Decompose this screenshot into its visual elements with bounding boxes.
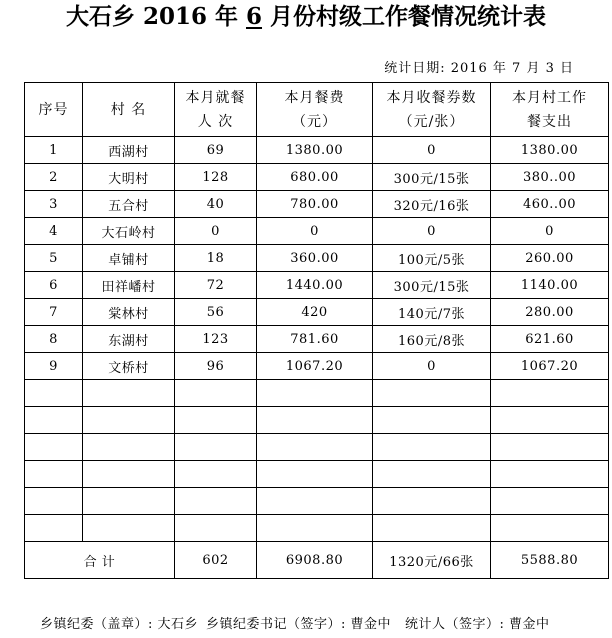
- table-row: [25, 191, 609, 218]
- meal-statistics-table: [24, 82, 609, 579]
- header-row: [25, 83, 609, 137]
- cell-coupons: [373, 515, 491, 542]
- cell-diners: 96: [175, 353, 257, 380]
- cell-coupons: [373, 407, 491, 434]
- cell-diners: [175, 434, 257, 461]
- header-expense: [491, 83, 609, 137]
- total-diners: 602: [175, 542, 257, 579]
- table-row: [25, 272, 609, 299]
- cell-index: 4: [25, 218, 83, 245]
- cell-index: 6: [25, 272, 83, 299]
- table-body: [25, 137, 609, 542]
- statistician-field: 统计人（签字）: 曹金中: [405, 617, 550, 632]
- total-fee: 6908.80: [257, 542, 373, 579]
- title-prefix: 大石乡 2016 年: [65, 3, 246, 30]
- cell-village: 东湖村: [83, 326, 175, 353]
- cell-index: 2: [25, 164, 83, 191]
- cell-index: 3: [25, 191, 83, 218]
- total-expense: 5588.80: [491, 542, 609, 579]
- header-line: 序号: [38, 101, 69, 118]
- cell-village: [83, 380, 175, 407]
- cell-coupons: 300元/15张: [373, 164, 491, 191]
- cell-fee: 0: [257, 218, 373, 245]
- cell-expense: 280.00: [491, 299, 609, 326]
- cell-diners: [175, 515, 257, 542]
- cell-village: 棠林村: [83, 299, 175, 326]
- cell-coupons: 300元/15张: [373, 272, 491, 299]
- header-line: 本月收餐券数: [386, 89, 477, 106]
- cell-expense: [491, 515, 609, 542]
- cell-diners: 18: [175, 245, 257, 272]
- cell-coupons: 160元/8张: [373, 326, 491, 353]
- header-line: 本月村工作: [512, 89, 587, 106]
- total-coupons: 1320元/66张: [373, 542, 491, 579]
- cell-village: 五合村: [83, 191, 175, 218]
- cell-expense: 380..00: [491, 164, 609, 191]
- cell-expense: 1380.00: [491, 137, 609, 164]
- total-row: [25, 542, 609, 579]
- cell-index: [25, 461, 83, 488]
- table-row: [25, 218, 609, 245]
- cell-village: 西湖村: [83, 137, 175, 164]
- cell-index: 5: [25, 245, 83, 272]
- cell-index: [25, 380, 83, 407]
- cell-diners: 69: [175, 137, 257, 164]
- header-line: 本月餐费: [284, 89, 345, 106]
- cell-index: [25, 515, 83, 542]
- cell-coupons: 320元/16张: [373, 191, 491, 218]
- cell-fee: [257, 407, 373, 434]
- cell-expense: 460..00: [491, 191, 609, 218]
- cell-expense: [491, 434, 609, 461]
- cell-fee: [257, 461, 373, 488]
- cell-village: [83, 434, 175, 461]
- cell-village: 大明村: [83, 164, 175, 191]
- cell-expense: 1067.20: [491, 353, 609, 380]
- cell-expense: [491, 380, 609, 407]
- table-row: [25, 326, 609, 353]
- table-row: [25, 245, 609, 272]
- cell-diners: 128: [175, 164, 257, 191]
- cell-fee: 360.00: [257, 245, 373, 272]
- cell-coupons: 140元/7张: [373, 299, 491, 326]
- cell-coupons: 0: [373, 353, 491, 380]
- table-row: [25, 164, 609, 191]
- cell-diners: [175, 461, 257, 488]
- cell-village: [83, 407, 175, 434]
- cell-diners: 0: [175, 218, 257, 245]
- secretary-field: 乡镇纪委书记（签字）: 曹金中: [206, 617, 392, 632]
- cell-index: [25, 407, 83, 434]
- cell-diners: [175, 488, 257, 515]
- empty-row: [25, 488, 609, 515]
- cell-fee: [257, 515, 373, 542]
- empty-row: [25, 380, 609, 407]
- header-line: 餐支出: [527, 113, 572, 130]
- cell-index: 7: [25, 299, 83, 326]
- cell-village: [83, 488, 175, 515]
- cell-coupons: 0: [373, 137, 491, 164]
- title-suffix: 月份村级工作餐情况统计表: [262, 3, 547, 30]
- header-fee: [257, 83, 373, 137]
- header-village: [83, 83, 175, 137]
- cell-expense: 260.00: [491, 245, 609, 272]
- cell-fee: [257, 380, 373, 407]
- cell-fee: 1440.00: [257, 272, 373, 299]
- cell-diners: 56: [175, 299, 257, 326]
- cell-fee: 780.00: [257, 191, 373, 218]
- cell-expense: [491, 461, 609, 488]
- cell-expense: 0: [491, 218, 609, 245]
- empty-row: [25, 434, 609, 461]
- header-diners: [175, 83, 257, 137]
- cell-diners: 40: [175, 191, 257, 218]
- header-line: 人 次: [197, 113, 234, 130]
- cell-village: [83, 461, 175, 488]
- cell-fee: 1067.20: [257, 353, 373, 380]
- cell-coupons: 0: [373, 218, 491, 245]
- table-row: [25, 137, 609, 164]
- cell-coupons: [373, 380, 491, 407]
- empty-row: [25, 515, 609, 542]
- cell-diners: [175, 380, 257, 407]
- header-line: 本月就餐: [185, 89, 246, 106]
- stat-date: 统计日期: 2016 年 7 月 3 日: [384, 61, 574, 76]
- cell-village: 大石岭村: [83, 218, 175, 245]
- cell-diners: [175, 407, 257, 434]
- seal-field: 乡镇纪委（盖章）: 大石乡: [40, 617, 199, 632]
- cell-expense: 621.60: [491, 326, 609, 353]
- empty-row: [25, 407, 609, 434]
- table-row: [25, 299, 609, 326]
- cell-index: [25, 434, 83, 461]
- cell-fee: 1380.00: [257, 137, 373, 164]
- header-line: （元/张）: [398, 113, 465, 130]
- title-month: 6: [246, 3, 263, 30]
- cell-coupons: 100元/5张: [373, 245, 491, 272]
- cell-village: 田祥嶓村: [83, 272, 175, 299]
- table-row: [25, 353, 609, 380]
- cell-fee: [257, 434, 373, 461]
- cell-index: 8: [25, 326, 83, 353]
- cell-fee: 680.00: [257, 164, 373, 191]
- cell-index: 9: [25, 353, 83, 380]
- cell-village: 文桥村: [83, 353, 175, 380]
- cell-village: 卓铺村: [83, 245, 175, 272]
- header-index: [25, 83, 83, 137]
- cell-fee: [257, 488, 373, 515]
- cell-diners: 72: [175, 272, 257, 299]
- cell-diners: 123: [175, 326, 257, 353]
- cell-fee: 420: [257, 299, 373, 326]
- page-title: [0, 2, 612, 32]
- cell-fee: 781.60: [257, 326, 373, 353]
- header-coupons: [373, 83, 491, 137]
- cell-expense: [491, 488, 609, 515]
- header-line: 村 名: [110, 101, 147, 118]
- signature-line: [40, 616, 550, 634]
- cell-village: [83, 515, 175, 542]
- empty-row: [25, 461, 609, 488]
- cell-coupons: [373, 488, 491, 515]
- cell-index: [25, 488, 83, 515]
- header-line: （元）: [292, 113, 337, 130]
- cell-coupons: [373, 461, 491, 488]
- cell-expense: 1140.00: [491, 272, 609, 299]
- cell-coupons: [373, 434, 491, 461]
- total-label: 合 计: [25, 542, 175, 579]
- cell-expense: [491, 407, 609, 434]
- cell-index: 1: [25, 137, 83, 164]
